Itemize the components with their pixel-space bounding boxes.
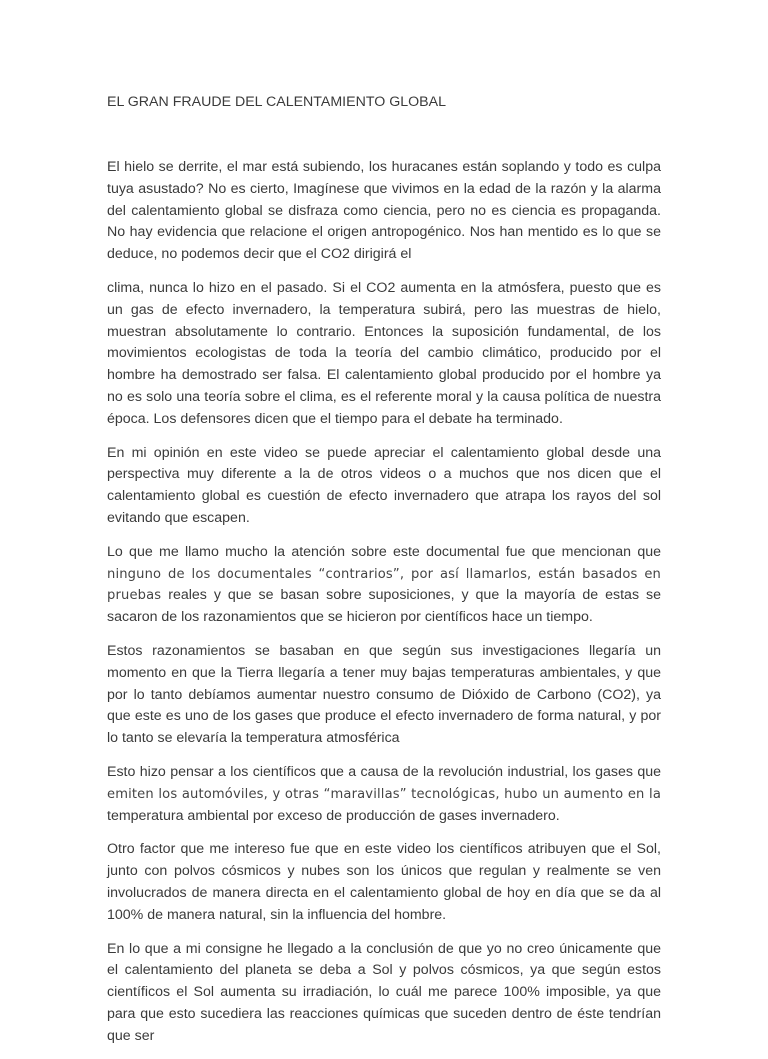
paragraph-8: En lo que a mi consigne he llegado a la conclusión de que yo no creo únicamente que el calentamiento del planeta se deba a Sol y polvos cósmicos, ya que según estos científicos el Sol aumenta su irradiación, lo cuál me parece 100% imposible, ya que para que esto sucediera las reacciones químicas que suceden dentro de éste tendrían que ser [107,940,661,1044]
paragraph-6-part-1: Esto hizo pensar a los científicos que a causa de la revolución industrial, los gases que [107,763,661,780]
paragraph-5: Estos razonamientos se basaban en que según sus investigaciones llegaría un momento en que la Tierra llegaría a tener muy bajas temperaturas ambientales, y que por lo tanto debíamos aumentar nuestro consumo de Dióxido de Carbono (CO2), ya que este es uno de los gases que produce el efecto invernadero de forma natural, y por lo tanto se elevaría la temperatura atmosférica [107,642,661,747]
document-body [107,157,661,1059]
paragraph-1: El hielo se derrite, el mar está subiendo, los huracanes están soplando y todo es culpa tuya asustado? No es cierto, Imagínese que vivimos en la edad de la razón y la alarma del calentamiento global se disfraza como ciencia, pero no es ciencia es propaganda. No hay evidencia que relacione el origen antropogénico. Nos han mentido es lo que se deduce, no podemos decir que el CO2 dirigirá el [107,159,661,263]
paragraph-4-part-3: reales y que se basan sobre suposiciones, y que la mayoría de estas se sacaron de los razonamientos que se hicieron por científicos hace un tiempo. [107,587,661,626]
document-title: EL GRAN FRAUDE DEL CALENTAMIENTO GLOBAL [107,94,447,110]
paragraph-4-part-1: Lo que me llamo mucho la atención sobre este documental fue que mencionan que [107,543,661,560]
paragraph-4-part-2: ninguno de los documentales “contrarios”, por así llamarlos, están basados en pruebas [107,566,661,604]
paragraph-4 [107,542,661,629]
paragraph-6 [107,762,661,827]
paragraph-6-part-2: emiten los automóviles, y otras “maravillas” tecnológicas, hubo un aumento en la [107,786,661,802]
paragraph-6-part-3: temperatura ambiental por exceso de producción de gases invernadero. [107,807,560,824]
paragraph-7: Otro factor que me intereso fue que en este video los científicos atribuyen que el Sol, junto con polvos cósmicos y nubes son los únicos que regulan y realmente se ven involucrados de manera directa en el calentamiento global de hoy en día que se da al 100% de manera natural, sin la influencia del hombre. [107,841,661,923]
paragraph-3: En mi opinión en este video se puede apreciar el calentamiento global desde una perspectiva muy diferente a la de otros videos o a muchos que nos dicen que el calentamiento global es cuestión de efecto invernadero que atrapa los rayos del sol evitando que escapen. [107,444,661,526]
paragraph-2: clima, nunca lo hizo en el pasado. Si el CO2 aumenta en la atmósfera, puesto que es un gas de efecto invernadero, la temperatura subirá, pero las muestras de hielo, muestran absolutamente lo contrario. Entonces la suposición fundamental, de los movimientos ecologistas de toda la teoría del cambio climático, producido por el hombre ha demostrado ser falsa. El calentamiento global producido por el hombre ya no es solo una teoría sobre el clima, es el referente moral y la causa política de nuestra época. Los defensores dicen que el tiempo para el debate ha terminado. [107,279,661,427]
